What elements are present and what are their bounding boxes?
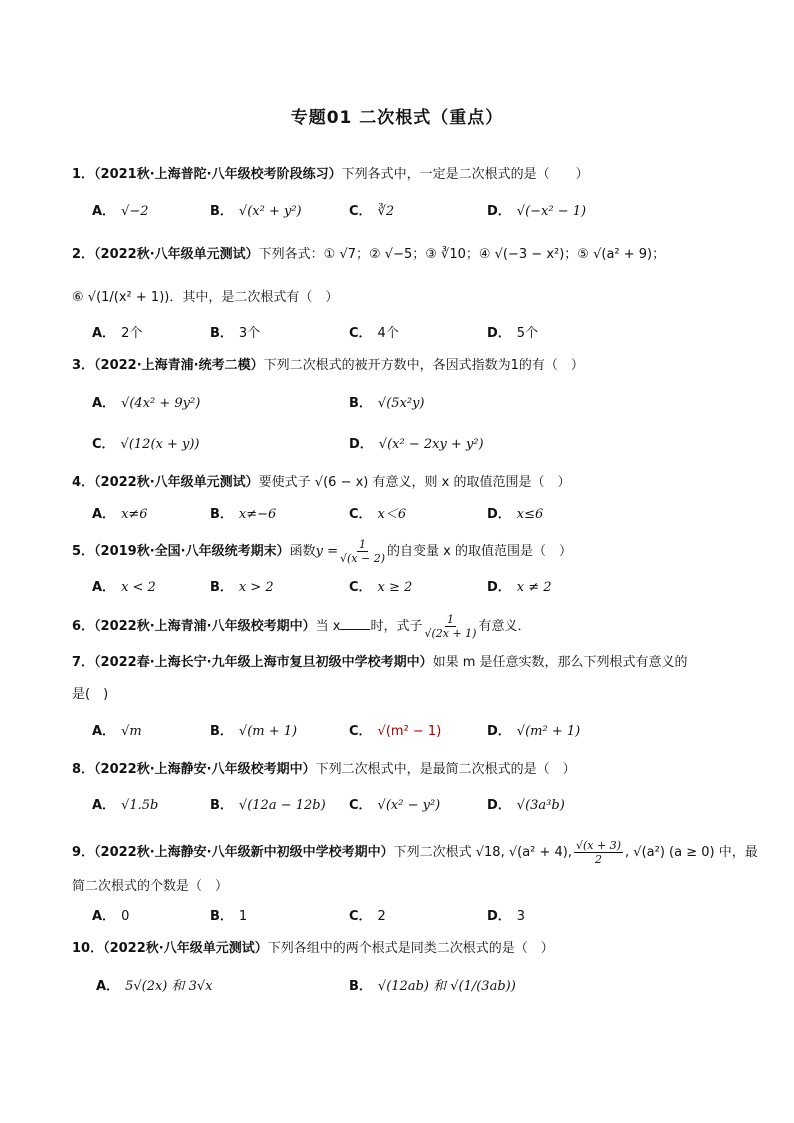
option-d <box>487 908 525 926</box>
math-expression: y = <box>315 544 338 559</box>
option-a <box>92 579 156 597</box>
question-source: （2022秋·八年级单元测试） <box>103 941 268 956</box>
option-text: √(m² − 1) <box>377 724 442 739</box>
option-b <box>210 579 274 597</box>
question-source: （2022·上海青浦·统考二模） <box>94 358 264 373</box>
option-text: x≤6 <box>516 507 544 522</box>
option-text: x ≥ 2 <box>377 580 413 595</box>
option-b <box>210 908 247 926</box>
option-label: B． <box>210 724 233 739</box>
option-label: A． <box>92 204 116 219</box>
question-source: （2021秋·上海普陀·八年级校考阶段练习） <box>94 167 342 182</box>
option-text: √(x² − y²) <box>377 798 441 813</box>
option-d <box>487 723 580 741</box>
question-9 <box>72 839 758 866</box>
option-text: √(−x² − 1) <box>516 204 587 219</box>
option-label: A． <box>92 507 116 522</box>
option-c <box>349 908 386 926</box>
question-number: 6． <box>72 619 95 634</box>
option-d <box>349 436 484 454</box>
option-text: x ≠ 2 <box>516 580 552 595</box>
option-label: A． <box>92 909 116 924</box>
question-stem: 下列二次根式 √18, √(a² + 4), <box>393 845 572 860</box>
answer-blank[interactable] <box>340 617 370 630</box>
question-stem-line2: 简二次根式的个数是（ ） <box>72 879 229 894</box>
question-7 <box>72 654 688 672</box>
question-stem-line2: 是( ) <box>72 687 109 702</box>
question-source: （2022秋·上海青浦·八年级校考期中） <box>94 619 316 634</box>
question-stem: 下列各式：① √7；② √−5；③ ∛10；④ √(−3 − x²)；⑤ √(a² + 9)； <box>258 247 666 262</box>
option-c <box>92 436 200 454</box>
option-label: A． <box>92 396 116 411</box>
option-label: D． <box>487 204 511 219</box>
option-text: √m <box>121 724 142 739</box>
question-source: （2022秋·八年级单元测试） <box>94 247 259 262</box>
option-text: √(x² + y²) <box>238 204 302 219</box>
option-c <box>349 203 394 221</box>
option-label: A． <box>92 580 116 595</box>
option-a <box>92 723 142 741</box>
question-4 <box>72 474 570 492</box>
page-title: 专题01 二次根式（重点） <box>290 108 504 128</box>
option-label: C． <box>349 909 372 924</box>
option-text: 5√(2x) 和 3√x <box>125 979 213 994</box>
option-b <box>210 723 297 741</box>
option-text: √(12ab) 和 √(1/(3ab)) <box>377 979 516 994</box>
question-stem: 下列各组中的两个根式是同类二次根式的是（ ） <box>267 941 554 956</box>
option-text: √(5x²y) <box>377 396 425 411</box>
question-number: 4． <box>72 475 95 490</box>
option-label: D． <box>487 798 511 813</box>
option-text: 2个 <box>121 326 143 341</box>
option-label: B． <box>349 979 372 994</box>
question-stem: 如果 m 是任意实数，那么下列根式有意义的 <box>432 655 688 670</box>
option-label: B． <box>210 580 233 595</box>
option-text: √(3a³b) <box>516 798 565 813</box>
question-8 <box>72 761 576 779</box>
question-10 <box>72 940 554 958</box>
option-a <box>92 203 149 221</box>
question-2-continued <box>72 289 338 307</box>
option-text: √1.5b <box>121 798 159 813</box>
option-a <box>92 908 129 926</box>
question-stem-end: 的自变量 x 的取值范围是（ ） <box>387 544 572 559</box>
option-label: C． <box>349 798 372 813</box>
option-text: ∛2 <box>377 204 395 219</box>
option-label: C． <box>349 724 372 739</box>
option-text: √(m² + 1) <box>516 724 581 739</box>
option-b <box>349 978 516 996</box>
option-a <box>96 978 213 996</box>
option-text: √(x² − 2xy + y²) <box>378 437 484 452</box>
option-d <box>487 325 538 343</box>
option-label: C． <box>349 326 372 341</box>
option-text: √−2 <box>121 204 149 219</box>
fraction <box>340 538 385 565</box>
question-stem: 下列各式中，一定是二次根式的是（ ） <box>341 167 589 182</box>
fraction-denominator: 2 <box>595 853 602 866</box>
question-source: （2022秋·上海静安·八年级新中初级中学校考期中） <box>94 845 394 860</box>
question-6 <box>72 613 530 640</box>
option-b <box>210 203 302 221</box>
option-label: B． <box>210 507 233 522</box>
option-text: 1 <box>238 909 248 924</box>
question-stem: 要使式子 √(6 − x) 有意义，则 x 的取值范围是（ ） <box>258 475 571 490</box>
option-label: B． <box>210 204 233 219</box>
question-source: （2022秋·八年级单元测试） <box>94 475 259 490</box>
option-label: D． <box>487 580 511 595</box>
question-3 <box>72 357 584 375</box>
question-1 <box>72 166 589 184</box>
option-text: √(12a − 12b) <box>238 798 326 813</box>
option-text: 3 <box>516 909 526 924</box>
option-d <box>487 797 565 815</box>
option-label: D． <box>487 909 511 924</box>
option-label: A． <box>92 724 116 739</box>
fraction <box>424 613 476 640</box>
question-number: 5． <box>72 544 95 559</box>
fraction-numerator: 1 <box>446 613 454 626</box>
option-label: A． <box>92 798 116 813</box>
option-d <box>487 506 543 524</box>
option-b <box>210 325 260 343</box>
option-c <box>349 797 440 815</box>
option-label: B． <box>210 909 233 924</box>
question-source: （2022春·上海长宁·九年级上海市复旦初级中学校考期中） <box>94 655 433 670</box>
option-text: x > 2 <box>238 580 274 595</box>
question-stem-line2: ⑥ √(1/(x² + 1))．其中，是二次根式有（ ） <box>72 290 339 305</box>
option-text: √(12(x + y)) <box>120 437 200 452</box>
option-label: C． <box>349 507 372 522</box>
option-label: C． <box>92 437 115 452</box>
question-number: 3． <box>72 358 95 373</box>
option-label: B． <box>210 326 233 341</box>
option-label: D． <box>487 507 511 522</box>
option-a <box>92 797 158 815</box>
question-stem-end: 有意义． <box>478 619 531 634</box>
option-b <box>349 395 425 413</box>
option-label: D． <box>487 326 511 341</box>
option-label: D． <box>349 437 373 452</box>
option-d <box>487 203 586 221</box>
option-a <box>92 395 200 413</box>
question-stem-mid: 时，式子 <box>370 619 423 634</box>
fraction <box>574 839 623 866</box>
option-text: 2 <box>377 909 386 924</box>
question-stem: 函数 <box>289 544 316 559</box>
question-stem-end: , √(a²) (a ≥ 0) 中，最 <box>625 845 758 860</box>
question-stem: 下列二次根式的被开方数中，各因式指数为1的有（ ） <box>263 358 584 373</box>
question-5 <box>72 538 572 565</box>
option-text: √(4x² + 9y²) <box>121 396 201 411</box>
question-number: 10． <box>72 941 104 956</box>
question-2 <box>72 246 665 264</box>
question-number: 2． <box>72 247 95 262</box>
option-label: D． <box>487 724 511 739</box>
question-number: 7． <box>72 655 95 670</box>
option-d <box>487 579 552 597</box>
question-7-continued <box>72 686 108 704</box>
option-label: B． <box>210 798 233 813</box>
option-b <box>210 797 326 815</box>
option-label: C． <box>349 204 372 219</box>
fraction-denominator: √(x − 2) <box>340 552 386 565</box>
option-text: 5个 <box>516 326 539 341</box>
question-number: 1． <box>72 167 95 182</box>
question-source: （2022秋·上海静安·八年级校考期中） <box>94 762 316 777</box>
option-c <box>349 506 406 524</box>
option-text: 4个 <box>377 326 399 341</box>
option-c <box>349 325 399 343</box>
question-stem: 当 x <box>315 619 341 634</box>
option-label: B． <box>349 396 372 411</box>
fraction-denominator: √(2x + 1) <box>424 627 477 640</box>
option-c <box>349 579 412 597</box>
fraction-numerator: √(x + 3) <box>576 839 622 852</box>
option-label: C． <box>349 580 372 595</box>
option-text: x＜6 <box>377 507 407 522</box>
option-b <box>210 506 276 524</box>
option-label: A． <box>96 979 120 994</box>
question-stem: 下列二次根式中，是最简二次根式的是（ ） <box>315 762 576 777</box>
option-label: A． <box>92 326 116 341</box>
option-text: 0 <box>121 909 130 924</box>
option-text: 3个 <box>238 326 261 341</box>
question-number: 9． <box>72 845 95 860</box>
option-a <box>92 325 142 343</box>
option-c <box>349 723 441 741</box>
option-a <box>92 506 148 524</box>
fraction-numerator: 1 <box>359 538 366 551</box>
option-text: x < 2 <box>121 580 156 595</box>
question-9-continued <box>72 878 228 896</box>
option-text: x≠6 <box>121 507 148 522</box>
option-text: √(m + 1) <box>238 724 298 739</box>
question-number: 8． <box>72 762 95 777</box>
question-source: （2019秋·全国·八年级统考期末） <box>94 544 290 559</box>
option-text: x≠−6 <box>238 507 277 522</box>
